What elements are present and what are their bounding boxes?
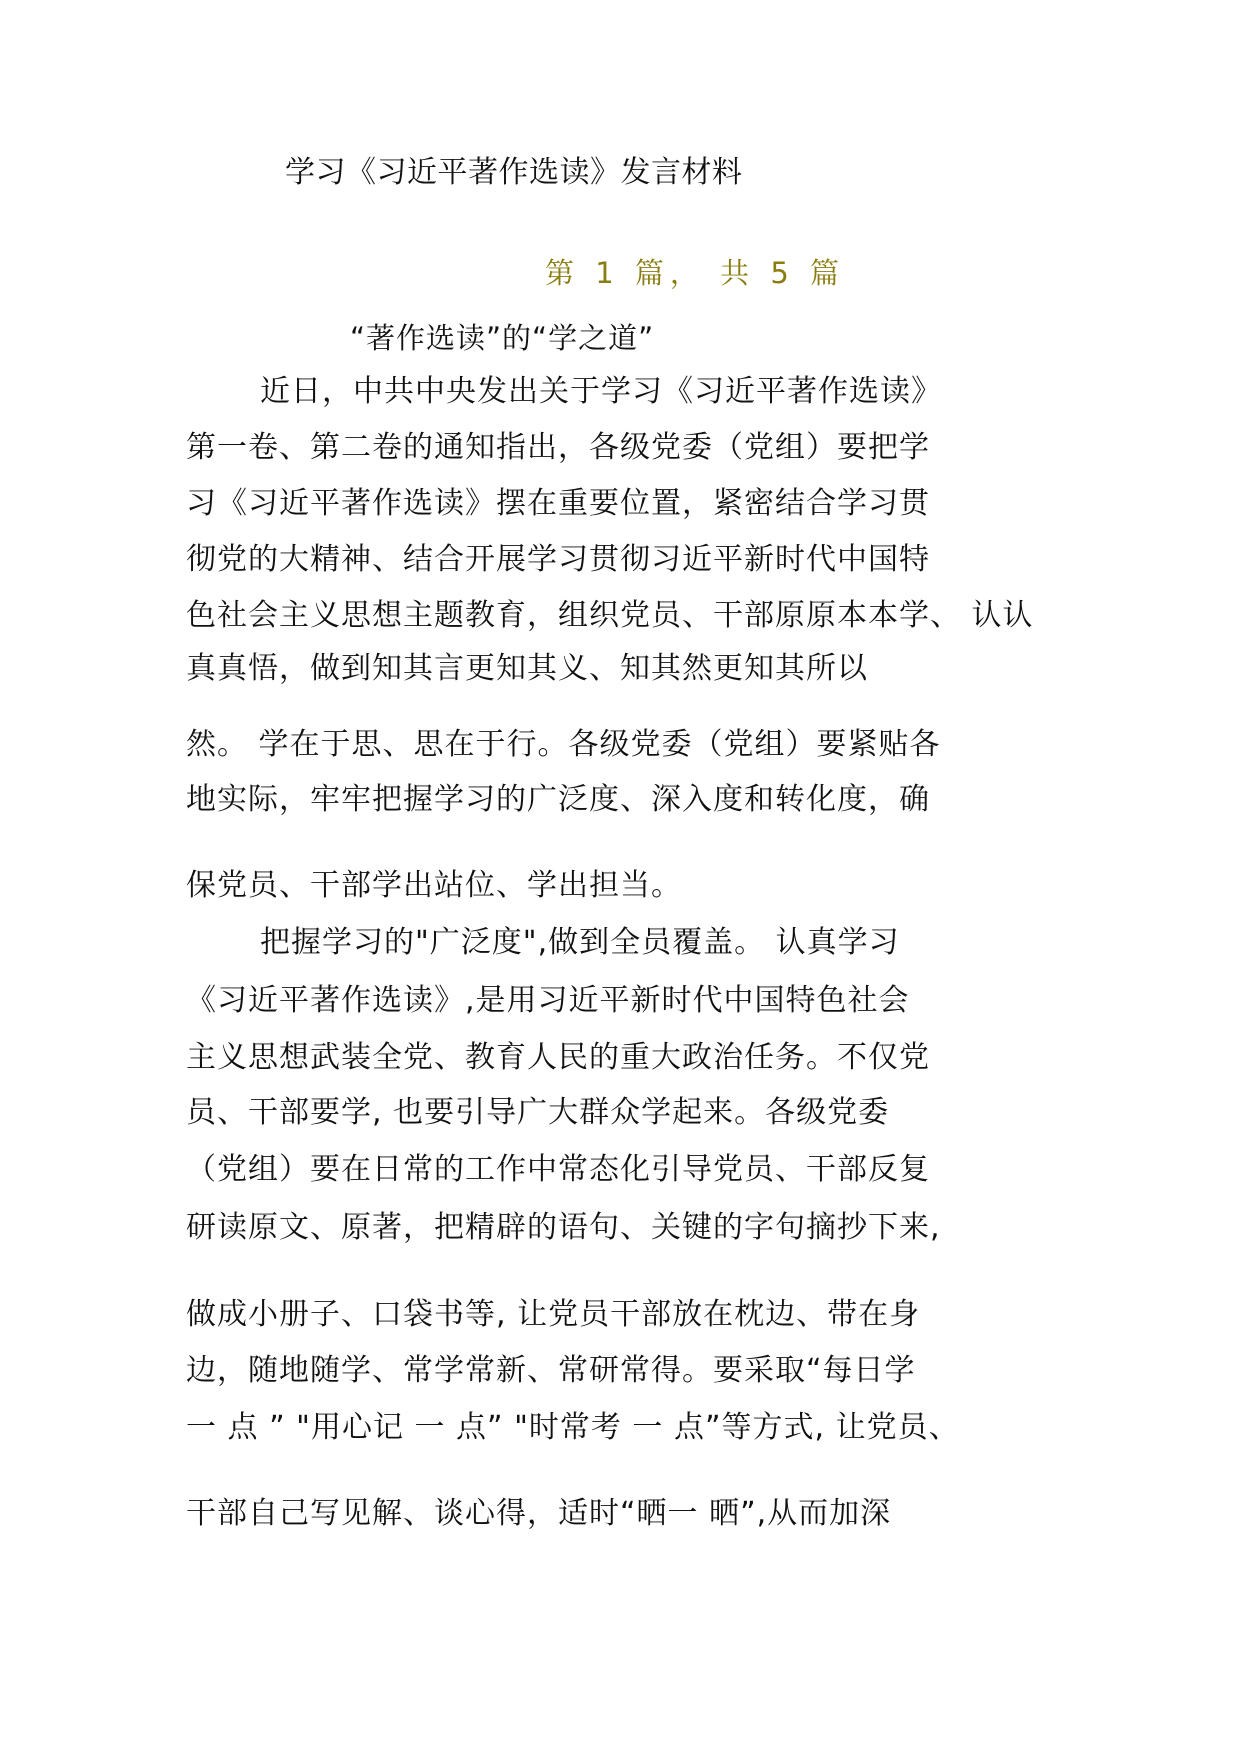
body-line: （党组）要在日常的工作中常态化引导党员、干部反复	[186, 1152, 930, 1187]
body-line: 第一卷、第二卷的通知指出，各级党委（党组）要把学	[186, 430, 930, 465]
body-line: 做成小册子、口袋书等, 让党员干部放在枕边、带在身	[186, 1297, 921, 1332]
body-line: 《习近平著作选读》,是用习近平新时代中国特色社会	[186, 983, 910, 1018]
body-line: 保党员、干部学出站位、学出担当。	[186, 868, 682, 903]
section-label: 第 1 篇， 共 5 篇	[545, 256, 845, 290]
body-line: 员、干部要学, 也要引导广大群众学起来。各级党委	[186, 1095, 890, 1130]
body-line: 一 点 ” "用心记 一 点” "时常考 一 点”等方式, 让党员、	[186, 1410, 960, 1445]
document-title: 学习《习近平著作选读》发言材料	[285, 155, 743, 190]
body-line: 边，随地随学、常学常新、常研常得。要采取“每日学	[186, 1353, 916, 1388]
body-line: 近日，中共中央发出关于学习《习近平著作选读》	[260, 374, 942, 409]
body-line: 色社会主义思想主题教育，组织党员、干部原原本本学、 认认	[186, 598, 1034, 633]
body-line: 把握学习的"广泛度",做到全员覆盖。 认真学习	[260, 925, 900, 960]
body-line: 干部自己写见解、谈心得，适时“晒一 晒”,从而加深	[186, 1496, 892, 1531]
body-line: 习《习近平著作选读》摆在重要位置，紧密结合学习贯	[186, 486, 930, 521]
article-subtitle: “著作选读”的“学之道”	[350, 321, 655, 355]
body-line: 研读原文、原著，把精辟的语句、关键的字句摘抄下来,	[186, 1210, 941, 1245]
body-line: 彻党的大精神、结合开展学习贯彻习近平新时代中国特	[186, 542, 930, 577]
body-line: 地实际，牢牢把握学习的广泛度、深入度和转化度，确	[186, 782, 930, 817]
body-line: 真真悟，做到知其言更知其义、知其然更知其所以	[186, 651, 868, 686]
body-line: 主义思想武装全党、教育人民的重大政治任务。不仅党	[186, 1040, 930, 1075]
body-line: 然。 学在于思、思在于行。各级党委（党组）要紧贴各	[186, 727, 941, 762]
